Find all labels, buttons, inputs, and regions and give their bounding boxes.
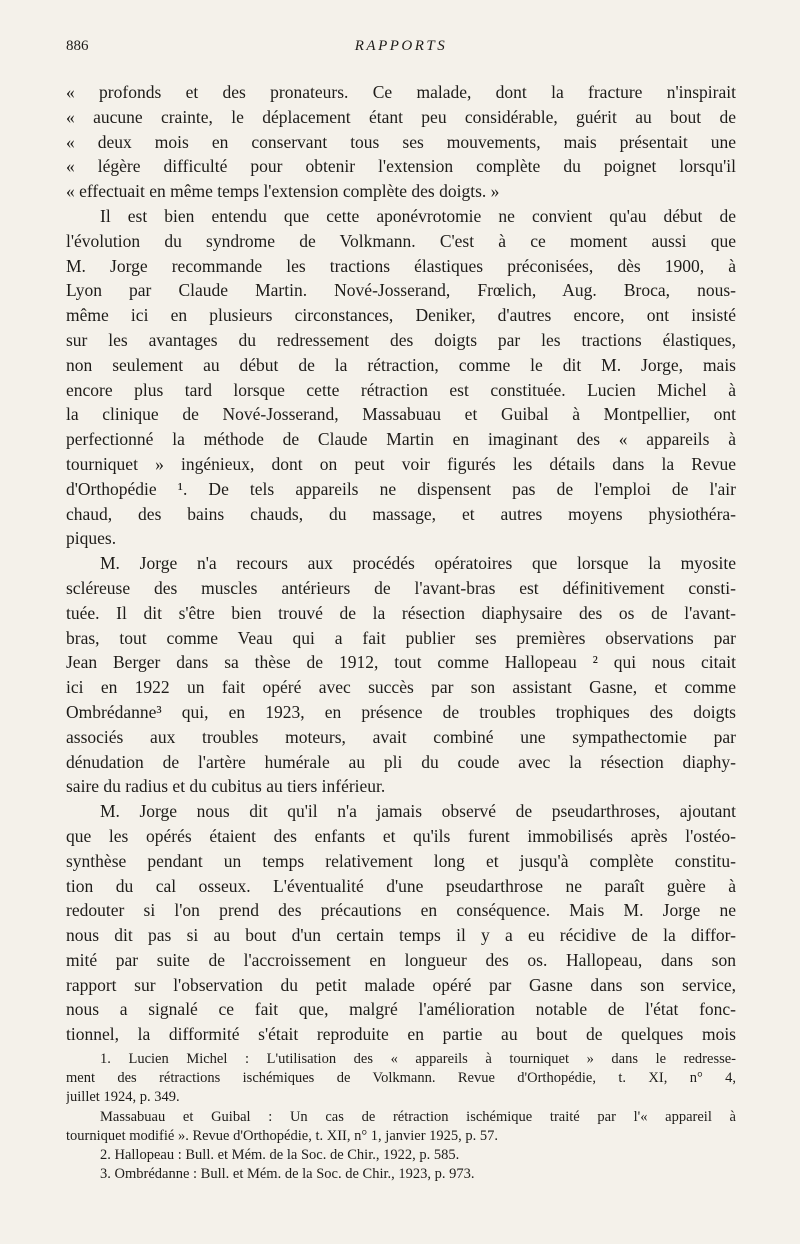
footnote-line: 3. Ombrédanne : Bull. et Mém. de la Soc. de Chir., 1923, p. 973. (100, 1166, 475, 1183)
footnote-line: 2. Hallopeau : Bull. et Mém. de la Soc. de Chir., 1922, p. 585. (100, 1146, 460, 1163)
text-line: tourniquet » ingénieux, dont on peut voir figurés les détails dans la Revue (66, 453, 736, 474)
text-line: M. Jorge recommande les tractions élastiques préconisées, dès 1900, à (66, 255, 736, 276)
text-line: « profonds et des pronateurs. Ce malade, dont la fracture n'inspirait (66, 82, 736, 102)
text-line: associés aux troubles moteurs, avait combiné une sympathectomie par (66, 726, 736, 747)
text-line: « aucune crainte, le déplacement étant peu considérable, guérit au bout de (66, 106, 736, 127)
text-line: Jean Berger dans sa thèse de 1912, tout comme Hallopeau ² qui nous citait (66, 652, 736, 673)
footnote-line: Massabuau et Guibal : Un cas de rétraction ischémique traité par l'« appareil à (100, 1108, 736, 1125)
text-line: Il est bien entendu que cette aponévrotomie ne convient qu'au début de (100, 205, 736, 226)
text-line: nous dit pas si au bout d'un certain temps il y a eu récidive de la diffor- (66, 925, 736, 946)
text-line: mité par suite de l'accroissement en longueur des os. Hallopeau, dans son (66, 949, 736, 970)
text-line: M. Jorge n'a recours aux procédés opératoires que lorsque la myosite (100, 553, 736, 574)
text-line: « deux mois en conservant tous ses mouvements, mais présentait une (66, 131, 736, 152)
footnote-line: tourniquet modifié ». Revue d'Orthopédie, t. XII, n° 1, janvier 1925, p. 57. (66, 1127, 499, 1144)
text-line: que les opérés étaient des enfants et qu'ils furent immobilisés après l'ostéo- (66, 825, 736, 846)
text-line: M. Jorge nous dit qu'il n'a jamais observé de pseudarthroses, ajoutant (100, 801, 736, 822)
text-line: tionnel, la difformité s'était reproduite en partie au bout de quelques mois (66, 1024, 736, 1045)
text-line: tion du cal osseux. L'éventualité d'une pseudarthrose ne paraît guère à (66, 875, 736, 896)
footnote-line: juillet 1924, p. 349. (66, 1089, 180, 1106)
text-line: Ombrédanne³ qui, en 1923, en présence de troubles trophiques des doigts (66, 701, 736, 722)
text-line: d'Orthopédie ¹. De tels appareils ne dispensent pas de l'emploi de l'air (66, 478, 736, 499)
text-line: synthèse pendant un temps relativement long et jusqu'à complète constitu- (66, 850, 736, 871)
text-line: ici en 1922 un fait opéré avec succès par son assistant Gasne, et comme (66, 677, 736, 698)
text-line: « légère difficulté pour obtenir l'extension complète du poignet lorsqu'il (66, 156, 736, 177)
footnotes (66, 1050, 736, 1184)
body-text (66, 80, 736, 1047)
running-title: RAPPORTS (354, 38, 448, 54)
text-line: chaud, des bains chauds, du massage, et autres moyens physiothéra- (66, 503, 736, 524)
text-line: Lyon par Claude Martin. Nové-Josserand, Frœlich, Aug. Broca, nous- (66, 280, 736, 301)
text-line: la clinique de Nové-Josserand, Massabuau et Guibal à Montpellier, ont (66, 404, 736, 425)
text-line: redouter si l'on prend des précautions en conséquence. Mais M. Jorge ne (66, 900, 736, 921)
text-line: encore plus tard lorsque cette rétraction est constituée. Lucien Michel à (66, 379, 736, 400)
text-line: perfectionné la méthode de Claude Martin en imaginant des « appareils à (66, 429, 736, 450)
page-number: 886 (66, 38, 89, 54)
text-line: sur les avantages du redressement des doigts par les tractions élastiques, (66, 329, 736, 350)
text-line: l'évolution du syndrome de Volkmann. C'est à ce moment aussi que (66, 230, 736, 251)
text-line: dénudation de l'artère humérale au pli du coude avec la résection diaphy- (66, 751, 736, 772)
text-line: scléreuse des muscles antérieurs de l'avant-bras est définitivement consti- (66, 577, 736, 598)
text-line: « effectuait en même temps l'extension complète des doigts. » (66, 181, 500, 202)
text-line: tuée. Il dit s'être bien trouvé de la résection diaphysaire des os de l'avant- (66, 602, 736, 623)
text-line: même ici en plusieurs circonstances, Deniker, d'autres encore, ont insisté (66, 305, 736, 326)
text-line: rapport sur l'observation du petit malade opéré par Gasne dans son service, (66, 974, 736, 995)
text-line: piques. (66, 528, 117, 549)
footnote-line: ment des rétractions ischémiques de Volkmann. Revue d'Orthopédie, t. XI, n° 4, (66, 1070, 736, 1087)
text-line: nous a signalé ce fait que, malgré l'amélioration notable de l'état fonc- (66, 999, 736, 1020)
text-line: bras, tout comme Veau qui a fait publier ses premières observations par (66, 627, 736, 648)
footnote-line: 1. Lucien Michel : L'utilisation des « appareils à tourniquet » dans le redresse- (100, 1051, 736, 1067)
text-line: non seulement au début de la rétraction, comme le dit M. Jorge, mais (66, 354, 736, 375)
text-line: saire du radius et du cubitus au tiers inférieur. (66, 776, 386, 797)
page-header (66, 38, 736, 60)
